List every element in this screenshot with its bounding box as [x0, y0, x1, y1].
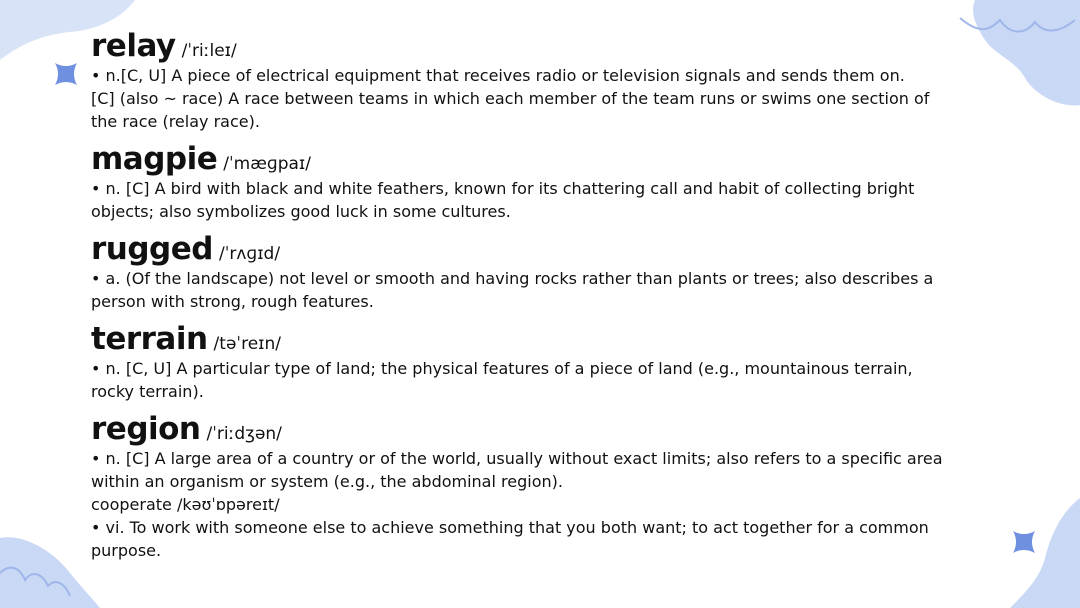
entry-rugged — [91, 231, 933, 313]
star-shape-right — [1010, 528, 1038, 556]
definition-line: purpose. — [91, 541, 162, 560]
definition-line: rocky terrain). — [91, 382, 204, 401]
definition-line: • a. (Of the landscape) not level or smooth and having rocks rather than plants or trees; also describes a — [91, 269, 934, 288]
definition-line: • n. [C] A bird with black and white feathers, known for its chattering call and habit of collecting bright — [91, 179, 915, 198]
definition-line: • n.[C, U] A piece of electrical equipment that receives radio or television signals and sends them on. — [91, 66, 905, 85]
headword: magpie — [91, 141, 218, 177]
top-right-blob — [955, 0, 1080, 110]
entry-region — [91, 411, 943, 562]
entry-terrain — [91, 321, 913, 403]
phonetic: /təˈreɪn/ — [213, 334, 281, 354]
definition-line: • n. [C] A large area of a country or of the world, usually without exact limits; also refers to a specific area — [91, 449, 943, 468]
star-shape-left — [52, 60, 80, 88]
headword: region — [91, 411, 201, 447]
entry-relay — [91, 28, 929, 133]
phonetic: /ˈmæɡpaɪ/ — [223, 154, 311, 174]
headword: rugged — [91, 231, 213, 267]
headword: relay — [91, 28, 176, 64]
headword: terrain — [91, 321, 208, 357]
phonetic: /ˈriːdʒən/ — [206, 424, 282, 444]
phonetic: /ˈrʌɡɪd/ — [218, 244, 281, 264]
bottom-left-blob — [0, 518, 105, 608]
definition-line: • vi. To work with someone else to achieve something that you both want; to act together for a common — [91, 518, 929, 537]
entry-magpie — [91, 141, 914, 223]
definition-line: within an organism or system (e.g., the abdominal region). — [91, 472, 563, 491]
definition-line: • n. [C, U] A particular type of land; the physical features of a piece of land (e.g., mountainous terrain, — [91, 359, 913, 378]
definition-line: [C] (also ~ race) A race between teams in which each member of the team runs or swims one section of — [91, 89, 930, 108]
definition-line: person with strong, rough features. — [91, 292, 374, 311]
phonetic: /ˈriːleɪ/ — [181, 41, 237, 61]
definition-line: objects; also symbolizes good luck in some cultures. — [91, 202, 511, 221]
definition-line: the race (relay race). — [91, 112, 260, 131]
definition-line: cooperate /kəʊˈɒpəreɪt/ — [91, 495, 280, 514]
